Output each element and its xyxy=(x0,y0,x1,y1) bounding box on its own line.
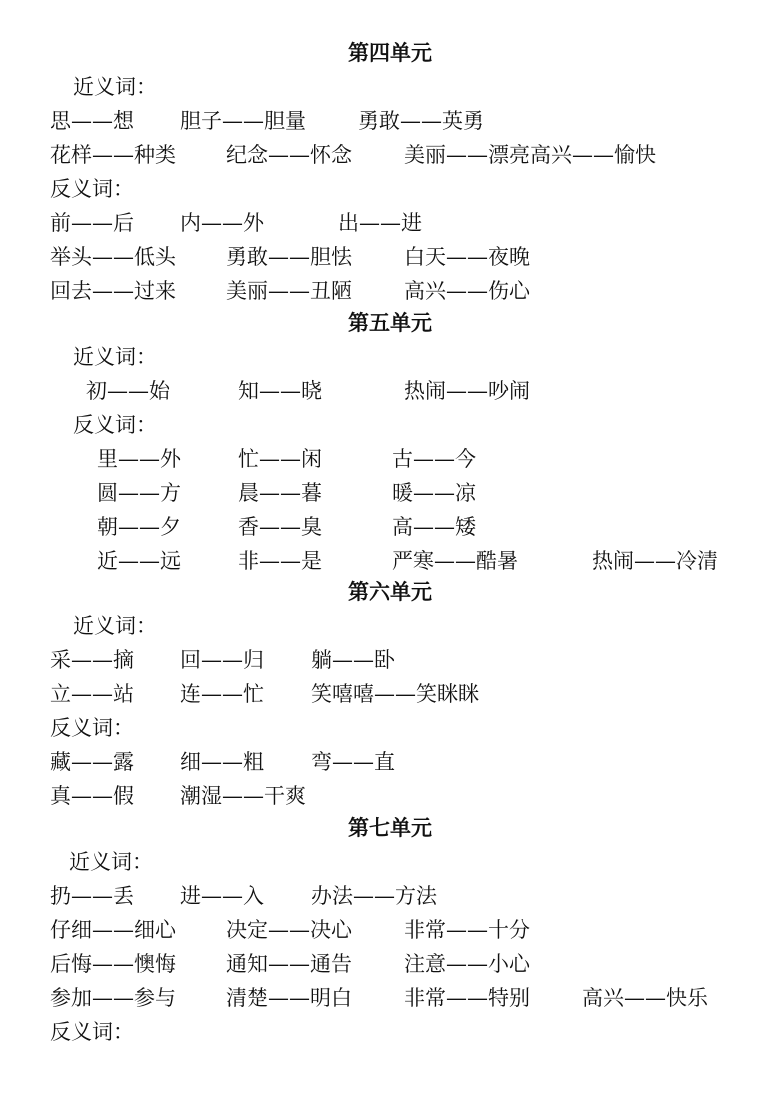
word-pair: 细——粗 xyxy=(180,750,264,774)
word-pair: 古——今 xyxy=(392,447,476,471)
word-pair: 初——始 xyxy=(86,379,170,403)
word-pair: 躺——卧 xyxy=(311,648,395,672)
unit-title: 第五单元 xyxy=(348,310,432,335)
word-pair: 思——想 xyxy=(50,109,134,133)
word-pair: 回去——过来 xyxy=(50,279,176,303)
word-pair: 胆子——胆量 xyxy=(180,109,306,133)
word-pair: 近——远 xyxy=(97,549,181,573)
word-pair: 花样——种类 xyxy=(50,143,176,167)
word-pair: 里——外 xyxy=(97,447,181,471)
word-pair: 严寒——酷暑 xyxy=(392,549,518,573)
word-pair: 美丽——漂亮高兴——愉快 xyxy=(404,143,656,167)
word-pair: 参加——参与 xyxy=(50,986,176,1010)
word-pair: 暖——凉 xyxy=(392,481,476,505)
word-pair: 知——晓 xyxy=(238,379,322,403)
word-pair: 清楚——明白 xyxy=(226,986,352,1010)
word-pair: 藏——露 xyxy=(50,750,134,774)
word-pair: 注意——小心 xyxy=(404,952,530,976)
word-pair: 前——后 xyxy=(50,211,134,235)
document-page: 第四单元 近义词： 思——想 胆子——胆量 勇敢——英勇 花样——种类 纪念——怀念 美丽——漂亮高兴——愉快 反义词： 前——后 内——外 出——进 举头——低头 勇敢——胆怯 白天——夜晚 回去——过来 美丽——丑陋 高兴——伤心 第五单元 近义词： 初——始 知——晓 热闹——吵闹 反义词： 里——外 忙——闲 古——今 圆——方 晨——暮 暖——凉 朝——夕 香——臭 高——矮 近——远 非——是 严寒——酷暑 热闹——冷清 第六单元 近义词： 采——摘 回——归 躺——卧 立——站 连——忙 笑嘻嘻——笑眯眯 反义词： 藏——露 细——粗 弯——直 真——假 潮湿——干爽 第七单元 近义词： 扔——丢 进——入 办法——方法 仔细——细心 决定——决心 非常——十分 后悔——懊悔 通知——通告 注意——小心 参加——参与 清楚——明白 非常——特别 高兴——快乐 反义词： xyxy=(0,0,780,1103)
word-pair: 内——外 xyxy=(180,211,264,235)
word-pair: 举头——低头 xyxy=(50,245,176,269)
word-pair: 非——是 xyxy=(238,549,322,573)
word-pair: 潮湿——干爽 xyxy=(180,784,306,808)
word-pair: 立——站 xyxy=(50,682,134,706)
word-pair: 晨——暮 xyxy=(238,481,322,505)
word-pair: 通知——通告 xyxy=(226,952,352,976)
unit-title: 第四单元 xyxy=(348,40,432,65)
word-pair: 非常——特别 xyxy=(404,986,530,1010)
word-pair: 出——进 xyxy=(338,211,422,235)
word-pair: 忙——闲 xyxy=(238,447,322,471)
word-pair: 圆——方 xyxy=(97,481,181,505)
word-pair: 勇敢——英勇 xyxy=(358,109,484,133)
word-pair: 笑嘻嘻——笑眯眯 xyxy=(311,682,479,706)
word-pair: 后悔——懊悔 xyxy=(50,952,176,976)
word-pair: 纪念——怀念 xyxy=(226,143,352,167)
word-pair: 决定——决心 xyxy=(226,918,352,942)
word-pair: 进——入 xyxy=(180,884,264,908)
unit-title: 第六单元 xyxy=(348,579,432,604)
word-pair: 热闹——吵闹 xyxy=(404,379,530,403)
word-pair: 热闹——冷清 xyxy=(592,549,718,573)
word-pair: 高——矮 xyxy=(392,515,476,539)
unit-title: 第七单元 xyxy=(348,815,432,840)
word-pair: 勇敢——胆怯 xyxy=(226,245,352,269)
word-pair: 真——假 xyxy=(50,784,134,808)
word-pair: 非常——十分 xyxy=(404,918,530,942)
word-pair: 白天——夜晚 xyxy=(404,245,530,269)
word-pair: 扔——丢 xyxy=(50,884,134,908)
word-pair: 办法——方法 xyxy=(311,884,437,908)
word-pair: 香——臭 xyxy=(238,515,322,539)
word-pair: 连——忙 xyxy=(180,682,264,706)
word-pair: 弯——直 xyxy=(311,750,395,774)
word-pair: 高兴——伤心 xyxy=(404,279,530,303)
word-pair: 仔细——细心 xyxy=(50,918,176,942)
word-pair: 美丽——丑陋 xyxy=(226,279,352,303)
word-pair: 回——归 xyxy=(180,648,264,672)
word-pair: 朝——夕 xyxy=(97,515,181,539)
word-pair: 高兴——快乐 xyxy=(582,986,708,1010)
word-pair: 采——摘 xyxy=(50,648,134,672)
